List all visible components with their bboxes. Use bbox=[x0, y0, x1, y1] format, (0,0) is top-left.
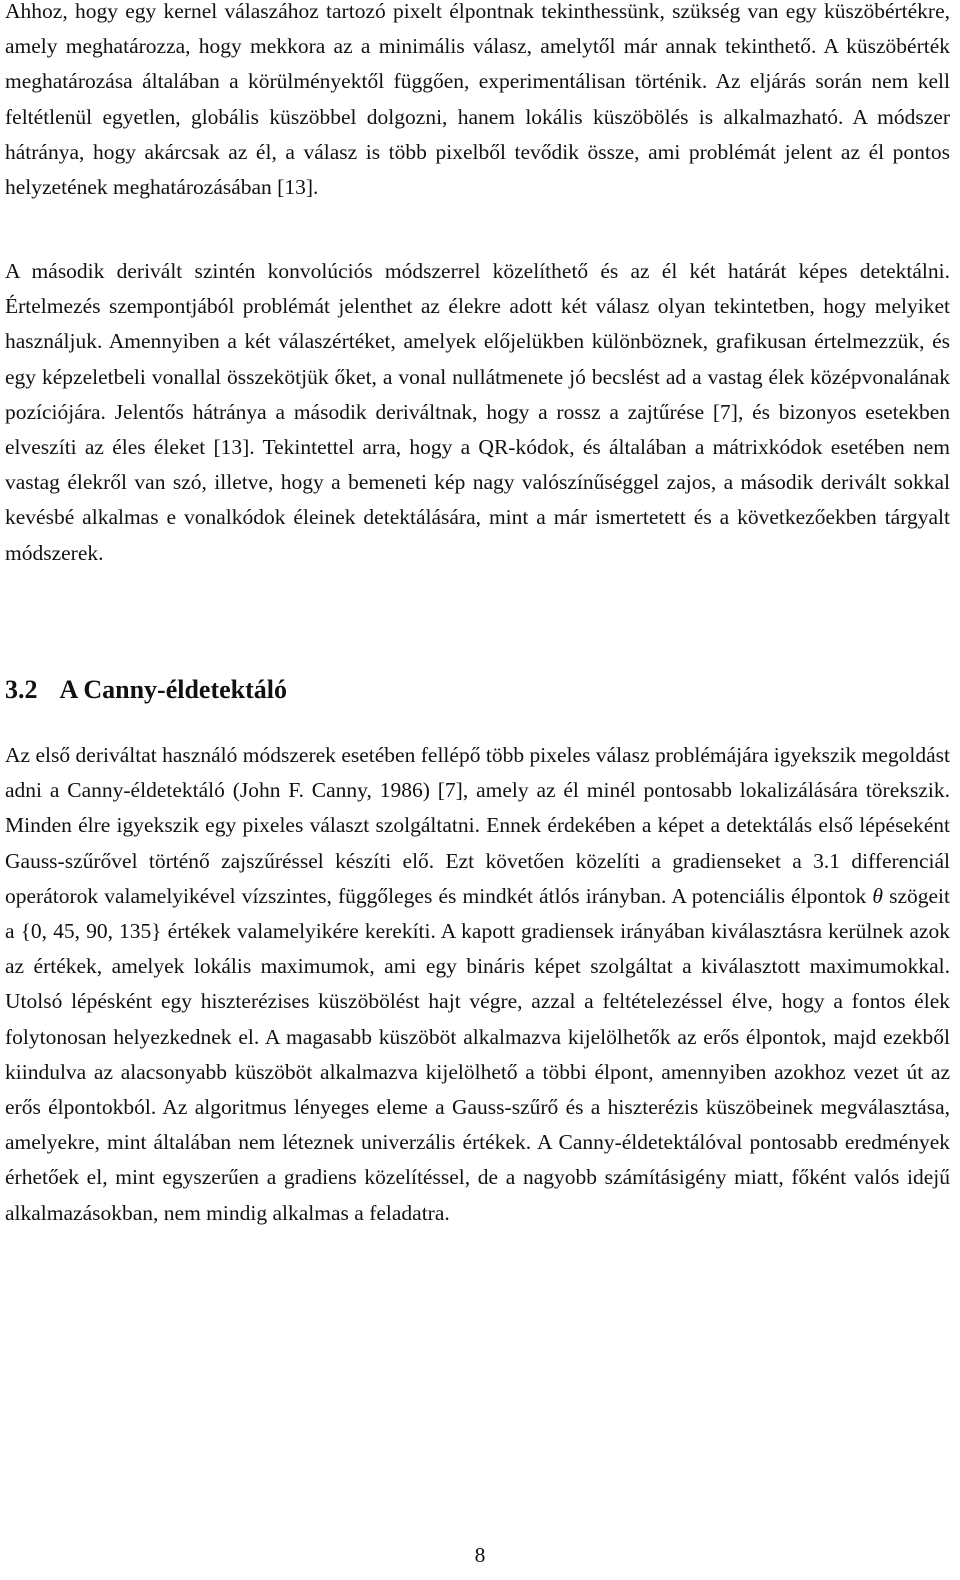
paragraph-threshold: Ahhoz, hogy egy kernel válaszához tartozó pixelt élpontnak tekinthessünk, szükség van egy küszöbértékre, amely meghatározza, hogy mekkora az a minimális válasz, amelytől már annak tekinthető. A küszöbérték meghatározása általában a körülményektől függően, experimentálisan történik. Az eljárás során nem kell feltétlenül egyetlen, globális küszöbbel dolgozni, hanem lokális küszöbölés is alkalmazható. A módszer hátránya, hogy akárcsak az él, a válasz is több pixelből tevődik össze, ami problémát jelent az él pontos helyzetének meghatározásában [13]. bbox=[5, 0, 950, 200]
section-heading bbox=[5, 672, 287, 708]
paragraph-canny bbox=[5, 738, 950, 1231]
section-title: A Canny-éldetektáló bbox=[59, 675, 287, 704]
paragraph-second-derivative: A második derivált szintén konvolúciós módszerrel közelíthető és az él két határát képes detektálni. Értelmezés szempontjából problémát jelenthet az élekre adott két válasz olyan tekintetben, hogy melyiket használjuk. Amennyiben a két válaszértéket, amelyek előjelükben különböznek, grafikusan értelmezzük, és egy képzeletbeli vonallal összekötjük őket, a vonal nullátmenete jó becslést ad a vastag élek középvonalának pozíciójára. Jelentős hátránya a második deriváltnak, hogy a rossz a zajtűrése [7], és bizonyos esetekben elveszíti az éles éleket [13]. Tekintettel arra, hogy a QR-kódok, és általában a mátrixkódok esetében nem vastag élekről van szó, illetve, hogy a bemeneti kép nagy valószínűséggel zajos, a második derivált sokkal kevésbé alkalmas e vonalkódok éleinek detektálására, mint a már ismertetett és a következőekben tárgyalt módszerek. bbox=[5, 259, 950, 565]
theta-symbol: θ bbox=[872, 883, 883, 908]
paragraph-canny-part-2: szögeit a {0, 45, 90, 135} értékek valamelyikére kerekíti. A kapott gradiensek irányában kiválasztásra kerülnek azok az értékek, amelyek lokális maximumok, ami egy bináris képet szolgáltat a kiválasztott maximumokkal. Utolsó lépésként egy hiszterézises küszöbölést hajt végre, azzal a feltételezéssel élve, hogy a fontos élek folytonosan helyezkednek el. A magasabb küszöböt alkalmazva kijelölhetők az erős élpontok, majd ezekből kiindulva az alacsonyabb küszöböt alkalmazva kijelölhető a többi élpont, amennyiben azokhoz vezet út az erős élpontokból. Az algoritmus lényeges eleme a Gauss-szűrő és a hiszterézis küszöbeinek megválasztása, amelyekre, mint általában nem léteznek univerzális értékek. A Canny-éldetektálóval pontosabb eredmények érhetőek el, mint egyszerűen a gradiens közelítéssel, de a nagyobb számításigény miatt, főként valós idejű alkalmazásokban, nem mindig alkalmas a feladatra. bbox=[5, 883, 950, 1225]
section-number: 3.2 bbox=[5, 675, 38, 704]
page-number: 8 bbox=[474, 1543, 486, 1567]
paragraph-canny-part-1: Az első deriváltat használó módszerek esetében fellépő több pixeles válasz problémájára igyekszik megoldást adni a Canny-éldetektáló (John F. Canny, 1986) [7], amely az él minél pontosabb lokalizálására törekszik. Minden élre igyekszik egy pixeles választ szolgáltatni. Ennek érdekében a képet a detektálás első lépéseként Gauss-szűrővel történő zajszűréssel készíti elő. Ezt követően közelíti a gradienseket a 3.1 differenciál operátorok valamelyikével vízszintes, függőleges és mindkét átlós irányban. A potenciális élpontok bbox=[5, 743, 950, 908]
